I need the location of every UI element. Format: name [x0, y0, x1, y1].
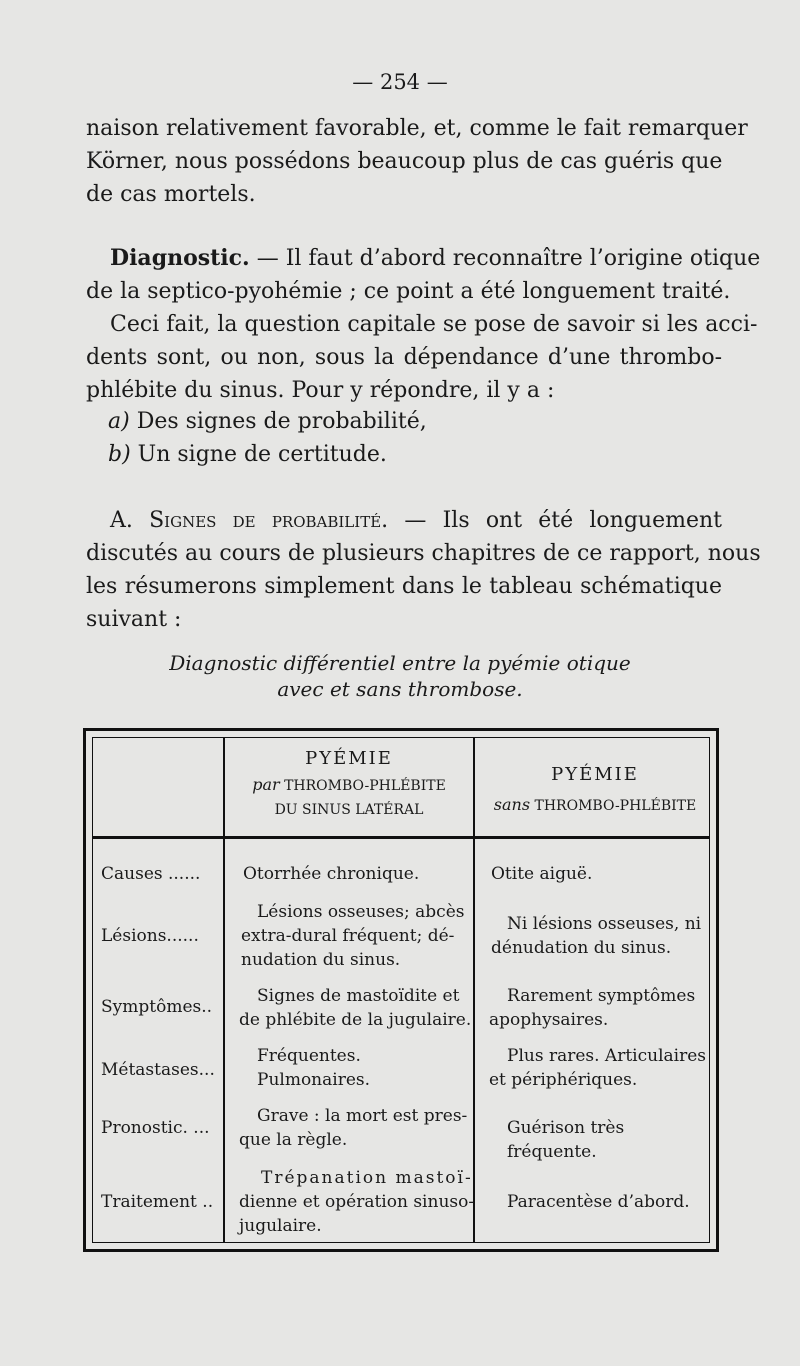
row-label: Symptômes.. — [101, 997, 213, 1017]
cell-line: Trépanation mastoï- — [261, 1168, 473, 1188]
cell-line: Otite aiguë. — [491, 864, 593, 884]
text-line: Ceci fait, la question capitale se pose de savoir si les acci- — [110, 312, 758, 337]
cell-line: nudation du sinus. — [241, 950, 401, 970]
section-a-text: — Ils ont été longuement — [404, 508, 722, 533]
cell-line: Signes de mastoïdite et — [257, 986, 460, 1006]
paragraph-3 — [86, 308, 758, 407]
cell-without — [489, 1116, 709, 1164]
text-line: Körner, nous possédons beaucoup plus de cas guéris que — [86, 149, 723, 174]
caption-line: avec et sans thrombose. — [277, 677, 523, 701]
list-marker: a) — [108, 409, 130, 434]
col1-sub-italic: par — [252, 775, 280, 794]
cell-line: Grave : la mort est pres- — [257, 1106, 468, 1126]
section-a-heading: A. Signes de probabilité. — [110, 508, 389, 533]
cell-line: Plus rares. Articulaires — [507, 1046, 706, 1066]
text-line: de la septico-pyohémie ; ce point a été longuement traité. — [86, 279, 731, 304]
col2-title: PYÉMIE — [551, 764, 639, 785]
list-text: Un signe de certitude. — [137, 442, 387, 467]
row-label: Métastases... — [101, 1060, 215, 1080]
paragraph-section-a — [86, 504, 761, 636]
list-item — [108, 438, 427, 471]
cell-line: dénudation du sinus. — [491, 938, 672, 958]
header-divider — [93, 836, 709, 839]
cell-line: Rarement symptômes — [507, 986, 696, 1006]
text-line: suivant : — [86, 607, 182, 632]
col1-header — [225, 748, 473, 818]
cell-without — [489, 984, 695, 1032]
col2-header — [475, 764, 715, 814]
text-line: de cas mortels. — [86, 182, 256, 207]
cell-line: que la règle. — [239, 1130, 348, 1150]
table-inner — [92, 737, 710, 1243]
text-line: les résumerons simplement dans le tableau schématique — [86, 574, 722, 599]
text-line — [86, 242, 761, 275]
cell-without — [489, 1190, 690, 1214]
page-number: — 254 — — [352, 70, 448, 94]
text-line — [86, 504, 722, 537]
text-line: naison relativement favorable, et, comme le fait remarquer — [86, 116, 748, 141]
cell-line: apophysaires. — [489, 1010, 609, 1030]
diagnostic-heading: Diagnostic. — [110, 245, 250, 271]
cell-line: Fréquentes. — [257, 1046, 361, 1066]
cell-with — [239, 1104, 467, 1152]
cell-with — [241, 900, 464, 972]
col2-sub: THROMBO-PHLÉBITE — [534, 798, 697, 814]
list-marker: b) — [108, 442, 131, 467]
text-line: discutés au cours de plusieurs chapitres de ce rapport, nous — [86, 541, 761, 566]
paragraph-1 — [86, 112, 748, 211]
cell-line: Otorrhée chronique. — [243, 864, 420, 884]
cell-without — [491, 862, 592, 886]
text-line: dents sont, ou non, sous la dépendance d’une thrombo- — [86, 345, 722, 370]
row-label: Pronostic. ... — [101, 1118, 210, 1138]
list-text: Des signes de probabilité, — [136, 409, 427, 434]
text-line: phlébite du sinus. Pour y répondre, il y a : — [86, 378, 555, 403]
col1-sub: THROMBO-PHLÉBITE — [284, 778, 446, 794]
cell-line: Pulmonaires. — [257, 1070, 371, 1090]
cell-line: de phlébite de la jugulaire. — [239, 1010, 472, 1030]
caption-line: Diagnostic différentiel entre la pyémie otique — [169, 651, 631, 675]
cell-line: jugulaire. — [239, 1216, 322, 1236]
cell-line: extra-dural fréquent; dé- — [241, 926, 455, 946]
cell-with — [243, 862, 419, 886]
cell-without — [489, 1044, 706, 1092]
col2-sub-italic: sans — [493, 795, 531, 814]
paragraph-diagnostic — [86, 242, 761, 308]
cell-with — [239, 1044, 370, 1092]
cell-line: Lésions osseuses; abcès — [257, 902, 465, 922]
cell-line: Guérison très fréquente. — [507, 1118, 625, 1162]
row-label: Lésions...... — [101, 926, 199, 946]
diagnostic-text: — Il faut d’abord reconnaître l’origine otique — [256, 246, 761, 271]
cell-line: Paracentèse d’abord. — [507, 1192, 690, 1212]
cell-line: dienne et opération sinuso- — [239, 1192, 475, 1212]
col1-title: PYÉMIE — [305, 748, 393, 769]
signs-list — [108, 405, 427, 471]
row-label: Causes ...... — [101, 864, 201, 884]
cell-line: et périphériques. — [489, 1070, 638, 1090]
col1-sub2: DU SINUS LATÉRAL — [274, 802, 424, 818]
row-label: Traitement .. — [101, 1192, 214, 1212]
diagnosis-table — [83, 728, 719, 1252]
cell-without — [491, 912, 715, 960]
cell-with — [239, 1166, 474, 1238]
cell-line: Ni lésions osseuses, ni — [507, 914, 702, 934]
table-caption — [0, 650, 800, 702]
list-item — [108, 405, 427, 438]
cell-with — [239, 984, 471, 1032]
